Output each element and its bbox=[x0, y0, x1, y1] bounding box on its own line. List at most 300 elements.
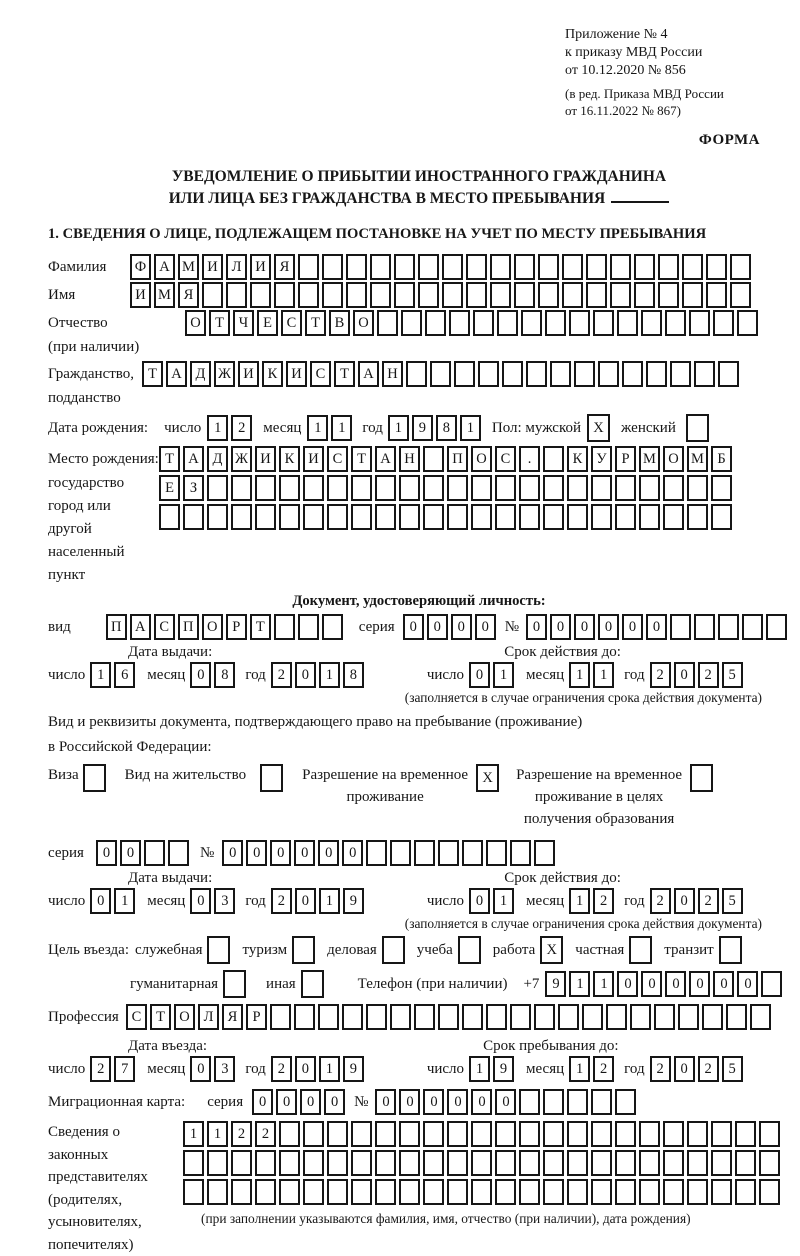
char-cell[interactable]: 1 bbox=[183, 1121, 204, 1147]
char-cell[interactable] bbox=[615, 1121, 636, 1147]
char-cell[interactable] bbox=[406, 361, 427, 387]
char-cell[interactable] bbox=[301, 970, 324, 998]
char-cell[interactable]: 1 bbox=[469, 1056, 490, 1082]
char-cell[interactable] bbox=[375, 1121, 396, 1147]
char-cell[interactable]: О bbox=[202, 614, 223, 640]
char-cell[interactable] bbox=[207, 1179, 228, 1205]
char-cell[interactable]: Е bbox=[257, 310, 278, 336]
char-cell[interactable] bbox=[610, 254, 631, 280]
char-cell[interactable]: А bbox=[375, 446, 396, 472]
char-cell[interactable] bbox=[586, 282, 607, 308]
char-cell[interactable]: С bbox=[154, 614, 175, 640]
char-cell[interactable] bbox=[442, 282, 463, 308]
char-cell[interactable] bbox=[471, 1150, 492, 1176]
char-cell[interactable] bbox=[567, 1179, 588, 1205]
char-cell[interactable] bbox=[495, 1121, 516, 1147]
char-cell[interactable] bbox=[519, 475, 540, 501]
char-cell[interactable]: 0 bbox=[674, 662, 695, 688]
char-cell[interactable]: М bbox=[639, 446, 660, 472]
char-cell[interactable] bbox=[327, 504, 348, 530]
char-cell[interactable]: 2 bbox=[271, 888, 292, 914]
char-cell[interactable] bbox=[183, 1179, 204, 1205]
char-cell[interactable] bbox=[351, 1179, 372, 1205]
char-cell[interactable]: А bbox=[130, 614, 151, 640]
char-cell[interactable]: 2 bbox=[231, 1121, 252, 1147]
char-cell[interactable] bbox=[718, 361, 739, 387]
char-cell[interactable] bbox=[447, 504, 468, 530]
char-cell[interactable] bbox=[449, 310, 470, 336]
char-cell[interactable] bbox=[327, 1179, 348, 1205]
char-cell[interactable] bbox=[586, 254, 607, 280]
char-cell[interactable] bbox=[742, 614, 763, 640]
char-cell[interactable]: 0 bbox=[737, 971, 758, 997]
char-cell[interactable] bbox=[438, 840, 459, 866]
char-cell[interactable]: 9 bbox=[343, 888, 364, 914]
char-cell[interactable] bbox=[690, 764, 713, 792]
purpose-transit-checkbox[interactable] bbox=[719, 936, 745, 964]
char-cell[interactable] bbox=[298, 282, 319, 308]
char-cell[interactable]: 0 bbox=[295, 662, 316, 688]
char-cell[interactable] bbox=[495, 1150, 516, 1176]
char-cell[interactable] bbox=[382, 936, 405, 964]
char-cell[interactable]: Е bbox=[159, 475, 180, 501]
char-cell[interactable]: 0 bbox=[475, 614, 496, 640]
char-cell[interactable] bbox=[766, 614, 787, 640]
char-cell[interactable]: 0 bbox=[190, 888, 211, 914]
char-cell[interactable] bbox=[543, 1089, 564, 1115]
char-cell[interactable]: 8 bbox=[436, 415, 457, 441]
char-cell[interactable]: Я bbox=[178, 282, 199, 308]
char-cell[interactable]: 0 bbox=[295, 1056, 316, 1082]
char-cell[interactable] bbox=[351, 475, 372, 501]
char-cell[interactable] bbox=[663, 1179, 684, 1205]
purpose-business-checkbox[interactable] bbox=[207, 936, 233, 964]
char-cell[interactable]: 1 bbox=[331, 415, 352, 441]
char-cell[interactable] bbox=[442, 254, 463, 280]
char-cell[interactable]: 0 bbox=[403, 614, 424, 640]
char-cell[interactable] bbox=[303, 475, 324, 501]
char-cell[interactable] bbox=[327, 1150, 348, 1176]
char-cell[interactable] bbox=[399, 504, 420, 530]
char-cell[interactable]: 1 bbox=[319, 888, 340, 914]
char-cell[interactable]: 0 bbox=[342, 840, 363, 866]
char-cell[interactable] bbox=[706, 254, 727, 280]
char-cell[interactable] bbox=[593, 310, 614, 336]
char-cell[interactable]: Д bbox=[190, 361, 211, 387]
char-cell[interactable] bbox=[462, 1004, 483, 1030]
char-cell[interactable] bbox=[658, 282, 679, 308]
char-cell[interactable]: 5 bbox=[722, 662, 743, 688]
char-cell[interactable]: Т bbox=[142, 361, 163, 387]
char-cell[interactable] bbox=[394, 282, 415, 308]
char-cell[interactable] bbox=[370, 282, 391, 308]
char-cell[interactable]: А bbox=[154, 254, 175, 280]
char-cell[interactable] bbox=[694, 361, 715, 387]
char-cell[interactable] bbox=[207, 475, 228, 501]
char-cell[interactable]: 2 bbox=[650, 1056, 671, 1082]
char-cell[interactable]: 0 bbox=[294, 840, 315, 866]
char-cell[interactable] bbox=[418, 254, 439, 280]
purpose-other-checkbox[interactable] bbox=[301, 970, 327, 998]
char-cell[interactable] bbox=[447, 1179, 468, 1205]
char-cell[interactable]: 1 bbox=[319, 1056, 340, 1082]
char-cell[interactable] bbox=[682, 254, 703, 280]
char-cell[interactable] bbox=[569, 310, 590, 336]
char-cell[interactable] bbox=[231, 475, 252, 501]
char-cell[interactable] bbox=[686, 414, 709, 442]
char-cell[interactable] bbox=[478, 361, 499, 387]
char-cell[interactable]: П bbox=[106, 614, 127, 640]
char-cell[interactable]: 2 bbox=[231, 415, 252, 441]
char-cell[interactable] bbox=[622, 361, 643, 387]
char-cell[interactable] bbox=[639, 1150, 660, 1176]
char-cell[interactable] bbox=[646, 361, 667, 387]
char-cell[interactable]: 0 bbox=[399, 1089, 420, 1115]
char-cell[interactable]: Т bbox=[351, 446, 372, 472]
char-cell[interactable] bbox=[639, 1179, 660, 1205]
char-cell[interactable] bbox=[375, 475, 396, 501]
char-cell[interactable] bbox=[550, 361, 571, 387]
char-cell[interactable] bbox=[543, 504, 564, 530]
char-cell[interactable] bbox=[231, 504, 252, 530]
char-cell[interactable] bbox=[735, 1179, 756, 1205]
char-cell[interactable] bbox=[294, 1004, 315, 1030]
char-cell[interactable] bbox=[526, 361, 547, 387]
char-cell[interactable] bbox=[502, 361, 523, 387]
char-cell[interactable]: 0 bbox=[90, 888, 111, 914]
char-cell[interactable] bbox=[399, 1179, 420, 1205]
char-cell[interactable]: 0 bbox=[451, 614, 472, 640]
char-cell[interactable]: 2 bbox=[90, 1056, 111, 1082]
char-cell[interactable] bbox=[486, 1004, 507, 1030]
char-cell[interactable]: 1 bbox=[569, 1056, 590, 1082]
char-cell[interactable]: Ж bbox=[231, 446, 252, 472]
char-cell[interactable] bbox=[279, 504, 300, 530]
char-cell[interactable] bbox=[223, 970, 246, 998]
char-cell[interactable] bbox=[591, 1150, 612, 1176]
char-cell[interactable] bbox=[183, 1150, 204, 1176]
char-cell[interactable] bbox=[687, 1150, 708, 1176]
char-cell[interactable]: 0 bbox=[689, 971, 710, 997]
char-cell[interactable] bbox=[706, 282, 727, 308]
char-cell[interactable] bbox=[591, 1089, 612, 1115]
char-cell[interactable]: З bbox=[183, 475, 204, 501]
char-cell[interactable]: 0 bbox=[665, 971, 686, 997]
char-cell[interactable]: И bbox=[303, 446, 324, 472]
char-cell[interactable]: 2 bbox=[271, 662, 292, 688]
char-cell[interactable] bbox=[318, 1004, 339, 1030]
char-cell[interactable] bbox=[250, 282, 271, 308]
char-cell[interactable] bbox=[490, 254, 511, 280]
char-cell[interactable] bbox=[471, 475, 492, 501]
char-cell[interactable] bbox=[567, 1121, 588, 1147]
char-cell[interactable] bbox=[574, 361, 595, 387]
char-cell[interactable] bbox=[423, 504, 444, 530]
char-cell[interactable] bbox=[255, 475, 276, 501]
char-cell[interactable] bbox=[759, 1121, 780, 1147]
char-cell[interactable]: А bbox=[166, 361, 187, 387]
char-cell[interactable] bbox=[510, 840, 531, 866]
char-cell[interactable] bbox=[670, 361, 691, 387]
char-cell[interactable]: И bbox=[238, 361, 259, 387]
char-cell[interactable] bbox=[687, 1121, 708, 1147]
char-cell[interactable]: 0 bbox=[423, 1089, 444, 1115]
char-cell[interactable] bbox=[726, 1004, 747, 1030]
char-cell[interactable]: 2 bbox=[593, 1056, 614, 1082]
char-cell[interactable]: 1 bbox=[114, 888, 135, 914]
char-cell[interactable] bbox=[711, 1150, 732, 1176]
char-cell[interactable] bbox=[617, 310, 638, 336]
char-cell[interactable] bbox=[737, 310, 758, 336]
char-cell[interactable]: Ч bbox=[233, 310, 254, 336]
char-cell[interactable]: Д bbox=[207, 446, 228, 472]
char-cell[interactable]: М bbox=[687, 446, 708, 472]
char-cell[interactable] bbox=[462, 840, 483, 866]
char-cell[interactable]: 0 bbox=[300, 1089, 321, 1115]
char-cell[interactable] bbox=[447, 1150, 468, 1176]
char-cell[interactable] bbox=[634, 254, 655, 280]
char-cell[interactable]: 6 bbox=[114, 662, 135, 688]
char-cell[interactable]: К bbox=[279, 446, 300, 472]
char-cell[interactable] bbox=[615, 504, 636, 530]
char-cell[interactable] bbox=[466, 282, 487, 308]
char-cell[interactable]: 0 bbox=[526, 614, 547, 640]
char-cell[interactable] bbox=[521, 310, 542, 336]
char-cell[interactable]: С bbox=[327, 446, 348, 472]
purpose-work-checkbox[interactable] bbox=[540, 936, 566, 964]
char-cell[interactable]: 1 bbox=[569, 971, 590, 997]
char-cell[interactable] bbox=[144, 840, 165, 866]
char-cell[interactable] bbox=[519, 1121, 540, 1147]
char-cell[interactable] bbox=[495, 475, 516, 501]
char-cell[interactable]: 1 bbox=[207, 415, 228, 441]
char-cell[interactable] bbox=[486, 840, 507, 866]
char-cell[interactable]: 2 bbox=[650, 662, 671, 688]
char-cell[interactable] bbox=[274, 614, 295, 640]
char-cell[interactable] bbox=[207, 504, 228, 530]
char-cell[interactable] bbox=[591, 475, 612, 501]
char-cell[interactable] bbox=[375, 1150, 396, 1176]
char-cell[interactable] bbox=[654, 1004, 675, 1030]
char-cell[interactable] bbox=[423, 475, 444, 501]
char-cell[interactable] bbox=[634, 282, 655, 308]
char-cell[interactable] bbox=[678, 1004, 699, 1030]
char-cell[interactable]: 1 bbox=[593, 971, 614, 997]
char-cell[interactable]: 0 bbox=[550, 614, 571, 640]
char-cell[interactable]: 2 bbox=[593, 888, 614, 914]
char-cell[interactable]: Т bbox=[159, 446, 180, 472]
char-cell[interactable]: Я bbox=[274, 254, 295, 280]
char-cell[interactable]: 9 bbox=[343, 1056, 364, 1082]
char-cell[interactable] bbox=[495, 1179, 516, 1205]
char-cell[interactable]: 0 bbox=[495, 1089, 516, 1115]
char-cell[interactable] bbox=[682, 282, 703, 308]
char-cell[interactable]: И bbox=[250, 254, 271, 280]
char-cell[interactable]: М bbox=[154, 282, 175, 308]
char-cell[interactable] bbox=[226, 282, 247, 308]
char-cell[interactable]: 0 bbox=[469, 662, 490, 688]
char-cell[interactable] bbox=[495, 504, 516, 530]
char-cell[interactable]: Н bbox=[399, 446, 420, 472]
char-cell[interactable] bbox=[630, 1004, 651, 1030]
char-cell[interactable]: 9 bbox=[412, 415, 433, 441]
char-cell[interactable] bbox=[713, 310, 734, 336]
char-cell[interactable]: 2 bbox=[698, 888, 719, 914]
char-cell[interactable] bbox=[202, 282, 223, 308]
char-cell[interactable]: 1 bbox=[90, 662, 111, 688]
char-cell[interactable] bbox=[414, 1004, 435, 1030]
char-cell[interactable] bbox=[610, 282, 631, 308]
char-cell[interactable]: Т bbox=[250, 614, 271, 640]
char-cell[interactable] bbox=[255, 504, 276, 530]
char-cell[interactable] bbox=[303, 1121, 324, 1147]
char-cell[interactable] bbox=[562, 282, 583, 308]
char-cell[interactable]: Ф bbox=[130, 254, 151, 280]
char-cell[interactable] bbox=[447, 1121, 468, 1147]
char-cell[interactable] bbox=[399, 1121, 420, 1147]
char-cell[interactable] bbox=[168, 840, 189, 866]
char-cell[interactable] bbox=[346, 254, 367, 280]
char-cell[interactable] bbox=[663, 504, 684, 530]
char-cell[interactable] bbox=[665, 310, 686, 336]
char-cell[interactable]: 0 bbox=[252, 1089, 273, 1115]
char-cell[interactable] bbox=[711, 1179, 732, 1205]
char-cell[interactable]: 0 bbox=[617, 971, 638, 997]
char-cell[interactable]: Т bbox=[334, 361, 355, 387]
char-cell[interactable] bbox=[694, 614, 715, 640]
char-cell[interactable] bbox=[519, 1179, 540, 1205]
char-cell[interactable]: 1 bbox=[388, 415, 409, 441]
char-cell[interactable]: М bbox=[178, 254, 199, 280]
char-cell[interactable]: 0 bbox=[270, 840, 291, 866]
char-cell[interactable]: 0 bbox=[318, 840, 339, 866]
char-cell[interactable]: 0 bbox=[246, 840, 267, 866]
char-cell[interactable] bbox=[606, 1004, 627, 1030]
char-cell[interactable]: 2 bbox=[698, 662, 719, 688]
char-cell[interactable]: X bbox=[540, 936, 563, 964]
char-cell[interactable] bbox=[327, 1121, 348, 1147]
char-cell[interactable]: Л bbox=[226, 254, 247, 280]
char-cell[interactable] bbox=[510, 1004, 531, 1030]
char-cell[interactable]: 5 bbox=[722, 888, 743, 914]
char-cell[interactable] bbox=[423, 1121, 444, 1147]
char-cell[interactable]: 0 bbox=[469, 888, 490, 914]
char-cell[interactable]: О bbox=[185, 310, 206, 336]
char-cell[interactable] bbox=[327, 475, 348, 501]
char-cell[interactable] bbox=[687, 504, 708, 530]
char-cell[interactable] bbox=[567, 1150, 588, 1176]
char-cell[interactable] bbox=[366, 1004, 387, 1030]
char-cell[interactable]: 0 bbox=[375, 1089, 396, 1115]
char-cell[interactable] bbox=[430, 361, 451, 387]
char-cell[interactable]: В bbox=[329, 310, 350, 336]
char-cell[interactable] bbox=[473, 310, 494, 336]
char-cell[interactable] bbox=[231, 1179, 252, 1205]
purpose-humanitarian-checkbox[interactable] bbox=[223, 970, 249, 998]
char-cell[interactable]: Т bbox=[305, 310, 326, 336]
char-cell[interactable] bbox=[255, 1150, 276, 1176]
char-cell[interactable] bbox=[394, 254, 415, 280]
char-cell[interactable]: Р bbox=[615, 446, 636, 472]
char-cell[interactable] bbox=[231, 1150, 252, 1176]
purpose-commercial-checkbox[interactable] bbox=[382, 936, 408, 964]
char-cell[interactable] bbox=[375, 504, 396, 530]
char-cell[interactable] bbox=[689, 310, 710, 336]
char-cell[interactable]: 8 bbox=[343, 662, 364, 688]
char-cell[interactable]: 0 bbox=[674, 1056, 695, 1082]
char-cell[interactable] bbox=[759, 1179, 780, 1205]
char-cell[interactable] bbox=[719, 936, 742, 964]
char-cell[interactable] bbox=[543, 446, 564, 472]
char-cell[interactable]: Л bbox=[198, 1004, 219, 1030]
char-cell[interactable] bbox=[399, 475, 420, 501]
temp-residence-checkbox[interactable] bbox=[476, 764, 502, 792]
char-cell[interactable]: 0 bbox=[295, 888, 316, 914]
char-cell[interactable]: И bbox=[286, 361, 307, 387]
purpose-private-checkbox[interactable] bbox=[629, 936, 655, 964]
char-cell[interactable]: С bbox=[310, 361, 331, 387]
char-cell[interactable] bbox=[663, 1121, 684, 1147]
char-cell[interactable] bbox=[466, 254, 487, 280]
char-cell[interactable] bbox=[447, 475, 468, 501]
char-cell[interactable] bbox=[423, 1179, 444, 1205]
char-cell[interactable]: С bbox=[281, 310, 302, 336]
char-cell[interactable] bbox=[401, 310, 422, 336]
char-cell[interactable] bbox=[543, 1121, 564, 1147]
char-cell[interactable] bbox=[83, 764, 106, 792]
char-cell[interactable] bbox=[292, 936, 315, 964]
char-cell[interactable] bbox=[711, 1121, 732, 1147]
char-cell[interactable] bbox=[711, 504, 732, 530]
char-cell[interactable] bbox=[615, 1150, 636, 1176]
purpose-tourism-checkbox[interactable] bbox=[292, 936, 318, 964]
char-cell[interactable] bbox=[519, 1150, 540, 1176]
char-cell[interactable] bbox=[538, 254, 559, 280]
char-cell[interactable]: К bbox=[567, 446, 588, 472]
char-cell[interactable] bbox=[255, 1179, 276, 1205]
char-cell[interactable]: 7 bbox=[114, 1056, 135, 1082]
char-cell[interactable]: 2 bbox=[271, 1056, 292, 1082]
char-cell[interactable] bbox=[534, 840, 555, 866]
char-cell[interactable]: 1 bbox=[493, 662, 514, 688]
char-cell[interactable] bbox=[759, 1150, 780, 1176]
char-cell[interactable] bbox=[303, 504, 324, 530]
char-cell[interactable] bbox=[471, 1121, 492, 1147]
char-cell[interactable] bbox=[598, 361, 619, 387]
char-cell[interactable]: 0 bbox=[96, 840, 117, 866]
char-cell[interactable] bbox=[639, 1121, 660, 1147]
char-cell[interactable] bbox=[663, 475, 684, 501]
char-cell[interactable]: И bbox=[202, 254, 223, 280]
char-cell[interactable] bbox=[615, 1089, 636, 1115]
char-cell[interactable]: 0 bbox=[324, 1089, 345, 1115]
char-cell[interactable]: 2 bbox=[650, 888, 671, 914]
char-cell[interactable] bbox=[545, 310, 566, 336]
char-cell[interactable]: И bbox=[255, 446, 276, 472]
char-cell[interactable]: 0 bbox=[598, 614, 619, 640]
char-cell[interactable] bbox=[702, 1004, 723, 1030]
char-cell[interactable] bbox=[425, 310, 446, 336]
char-cell[interactable]: 1 bbox=[493, 888, 514, 914]
char-cell[interactable] bbox=[270, 1004, 291, 1030]
char-cell[interactable] bbox=[519, 504, 540, 530]
char-cell[interactable]: О bbox=[353, 310, 374, 336]
char-cell[interactable]: 3 bbox=[214, 1056, 235, 1082]
char-cell[interactable]: 9 bbox=[493, 1056, 514, 1082]
char-cell[interactable] bbox=[399, 1150, 420, 1176]
char-cell[interactable] bbox=[567, 504, 588, 530]
char-cell[interactable]: 5 bbox=[722, 1056, 743, 1082]
